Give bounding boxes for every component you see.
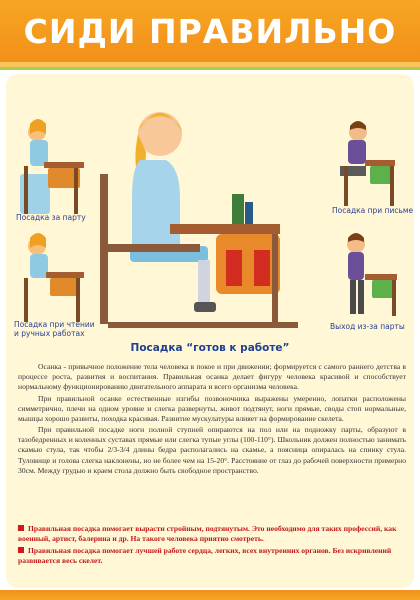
caption-exit: Выход из-за парты	[330, 322, 405, 331]
caption-writing: Посадка при письме	[332, 206, 414, 215]
bullet-icon	[18, 525, 24, 531]
note-item	[18, 524, 406, 544]
caption-desk: Посадка за парту	[16, 213, 86, 222]
bullet-icon	[18, 547, 24, 553]
paragraph: Осанка - привычное положение тела человека в покое и при движении; формируется с самого раннего детства в процессе роста, развития и воспитания. Правильная осанка делает фигуру человека красивой и способствует нормальному функционированию двигательного аппарата и всего организма человека.	[18, 362, 406, 392]
desk-posture-figure	[20, 119, 84, 214]
exit-posture-figure	[347, 233, 397, 316]
reading-posture-figure	[24, 233, 84, 322]
title-banner	[0, 0, 420, 62]
notes	[18, 524, 406, 568]
writing-posture-figure	[340, 121, 395, 206]
body-text	[18, 362, 406, 477]
paragraph: При правильной посадке ноги полной ступней опираются на пол или на подножку парты, образуют в тазобедренных и коленных суставах прямые или слегка тупые углы (100-110°). Школьник должен полностью занимать скамью стула, так чтобы 2/3-3/4 длины бедра располагались на скамье, а поясница опиралась на спинку стула. Туловище и голова слегка наклонены, но не более чем на 15-20°. Расстояние от глаз до рабочей поверхности примерно 30см. Между грудью и краем стола должно быть свободное пространство.	[18, 425, 406, 475]
bottom-band	[0, 590, 420, 600]
caption-main: Посадка “готов к работе”	[130, 342, 290, 354]
green-stripe	[0, 67, 420, 70]
paragraph: При правильной осанке естественные изгибы позвоночника выражены умеренно, лопатки расположены симметрично, плечи на одном уровне и слегка развернуты, живот подтянут, ноги прямые, своды стоп нормальные, мышцы хорошо развиты, походка красивая. Развитие мускулатуры влияет на формирование скелета.	[18, 393, 406, 423]
main-posture-figure	[100, 112, 298, 328]
page-title: СИДИ ПРАВИЛЬНО	[23, 11, 397, 51]
caption-reading: Посадка при чтении и ручных работах	[14, 320, 95, 338]
note-text: Правильная посадка помогает вырасти стройным, подтянутым. Это необходимо для таких профессий, как военный, артист, балерина и др. На такого человека приятно смотреть.	[18, 524, 397, 544]
note-text: Правильная посадка помогает лучшей работе сердца, легких, всех внутренних органов. Без искривлений развивается весь скелет.	[18, 546, 392, 566]
note-item	[18, 546, 406, 566]
